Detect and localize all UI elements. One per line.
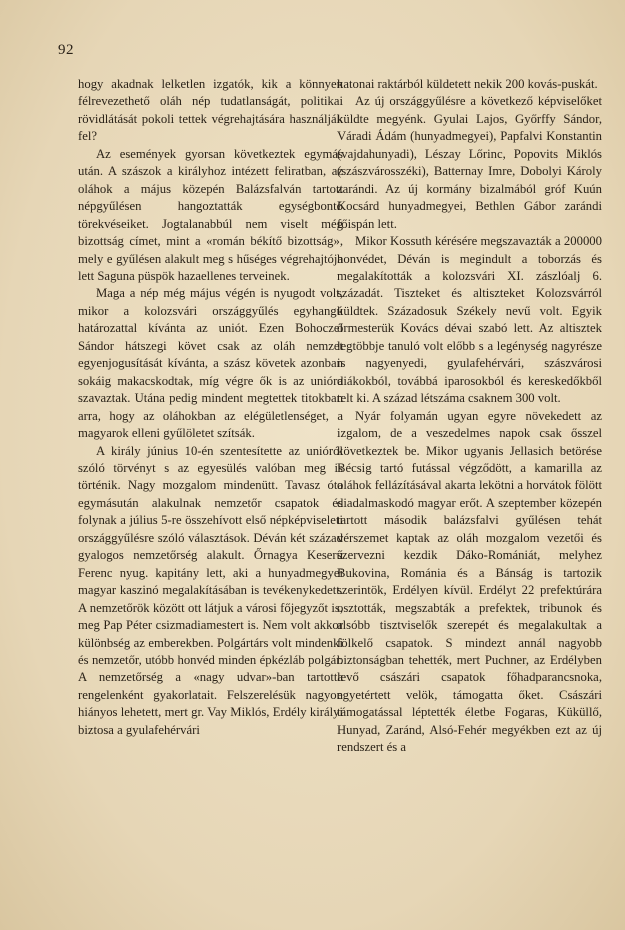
paragraph: Az új országgyűlésre a következő képviselőket küldte megyénk. Gyulai Lajos, Győrffy Sándor, Váradi Ádám (hunyadmegyei), Papfalvi Konstantin (vajdahunyadi), Lészay Lőrinc, Popovits Miklós (szászvárosszéki), Batternay Imre, Dobolyi Károly zarándi. Az új kormány bizalmából gróf Kuún Kocsárd hunyadmegyei, Bethlen Gábor zarándi főispán lett.: [337, 94, 602, 231]
paragraph: Maga a nép még május végén is nyugodt volt, mikor a kolozsvári országgyűlés egyhangú határozattal kívánta az uniót. Ezen Bohoczel Sándor hátszegi követ csak az oláh nemzet egyenjogusítását kívánta, a szász követek azonban sokáig makacskodtak, míg végre ők is az unióra szavaztak. Utána pedig mindent megtettek titokban arra, hogy az oláhokban az elégületlenséget, a magyarok elleni gyűlöletet szítsák.: [78, 286, 343, 441]
paragraph: Nyár folyamán ugyan egyre növekedett az izgalom, de a veszedelmes napok csak ősszel következtek be. Mikor ugyanis Jellasich betörése Bécsig tartó futással végződött, a kamarilla az oláhok fellázításával akarta lekötni a horvátok fölött diadalmaskodó magyar erőt. A szeptember közepén tartott második balázsfalvi gyűlésen tehát vérszemet kaptak az oláh mozgalom vezetői és szervezni kezdik Dáko-Romániát, melyhez Bukovina, Románia és a Bánság is tartozik szerintök, Erdélyen kívül. Erdélyt 22 prefektúrára osztották, megszabták a prefektek, tribunok és alsóbb tisztviselők szerepét és megalakultak a fölkelő csapatok. S mindezt annál nagyobb biztonságban tehették, mert Puchner, az Erdélyben levő császári csapatok főhadparancsnoka, egyetértett velök, támogatta őket. Császári támogatással léptették életbe Fogaras, Küküllő, Hunyad, Zaránd, Alsó-Fehér megyékben ezt az új rendszert és a: [337, 408, 602, 755]
page-number: 92: [58, 42, 74, 58]
text-column-right: [337, 76, 602, 757]
paragraph: Mikor Kossuth kérésére megszavazták a 200000 honvédet, Déván is megindult a toborzás és megalakították a kolozsvári XI. zászlóalj 6. századát. Tiszteket és altiszteket Kolozsvárról küldtek. Századosuk Székely nevű volt. Egyik őrmesterük Kovács dévai szabó lett. Az altisztek legtöbbje tanuló volt előbb s a legénység nagyrésze is nagyenyedi, gyulafehérvári, szászvárosi diákokból, továbbá iparosokból és kereskedőkből telt ki. A század létszáma csaknem 300 volt.: [337, 234, 602, 406]
text-column-left: [78, 76, 343, 739]
paragraph: hogy akadnak lelketlen izgatók, kik a könnyen félrevezethető oláh nép tudatlanságát, politikai rövidlátását pokoli tettek végrehajtására használják fel?: [78, 77, 343, 144]
paragraph: A király június 10-én szentesítette az unióról szóló törvényt s az egyesülés valóban meg is történik. Nagy mozgalom mindenütt. Tavasz óta egymásután alakulnak nemzetőr csapatok és folynak a július 5-re összehívott első népképviseleti országgyűlésre szóló választások. Déván két század gyalogos nemzetőrség alakult. Őrnagya Keserű Ferenc nyug. kapitány lett, aki a hunyadmegyei magyar kaszinó megalakításában is tevékenykedett. A nemzetőrök között ott látjuk a városi főjegyzőt is, meg Pap Péter csizmadiamestert is. Nem volt akkor különbség az emberekben. Polgártárs volt mindenki és nemzetőr, utóbb honvéd minden épkézláb polgár. A nemzetőrség a «nagy udvar»-ban tartotta rengelenként gyakorlatait. Felszerelésük nagyon hiányos lehetett, mert gr. Vay Miklós, Erdély királyi biztosa a gyulafehérvári: [78, 443, 343, 737]
paragraph: katonai raktárból küldetett nekik 200 kovás-puskát.: [337, 77, 598, 91]
paragraph: Az események gyorsan következtek egymás után. A szászok a királyhoz intézett feliratban, az oláhok a május közepén Balázsfalván tartott népgyűlésen hangoztatták egységbontó törekvéseiket. Jogtalanabbúl nem viselt még bizottság címet, mint a «román békítő bizottság», mely e gyűlésen alakult meg s hűséges végrehajtója lett Saguna püspök hazaellenes terveinek.: [78, 146, 343, 283]
